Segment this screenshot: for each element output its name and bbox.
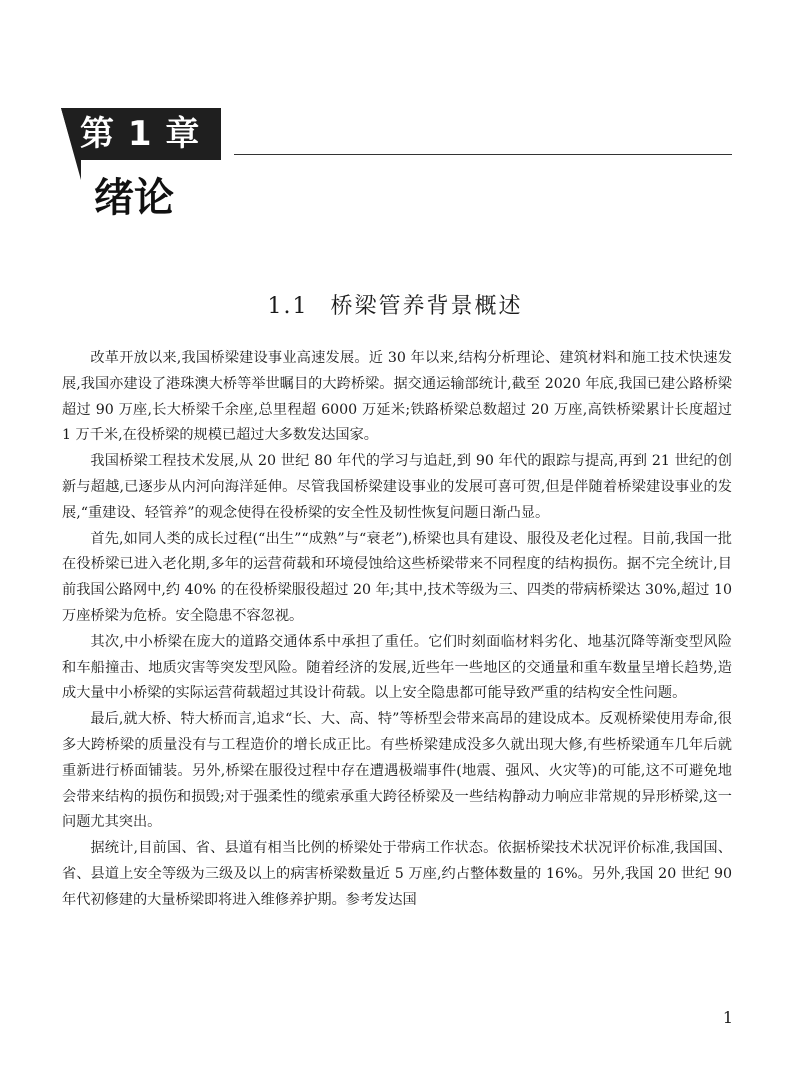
chapter-rule bbox=[234, 154, 732, 155]
paragraph: 其次,中小桥梁在庞大的道路交通体系中承担了重任。它们时刻面临材料劣化、地基沉降等渐变型风险和车船撞击、地质灾害等突发型风险。随着经济的发展,近些年一些地区的交通量和重车数量呈增长趋势,造成大量中小桥梁的实际运营荷载超过其设计荷载。以上安全隐患都可能导致严重的结构安全性问题。 bbox=[62, 633, 732, 702]
paragraph: 首先,如同人类的成长过程(“出生”“成熟”与“衰老”),桥梁也具有建设、服役及老化过程。目前,我国一批在役桥梁已进入老化期,多年的运营荷载和环境侵蚀给这些桥梁带来不同程度的结构损伤。据不完全统计,目前我国公路网中,约 40% 的在役桥梁服役超过 20 年;其中,技术等级为三、四类的带病桥梁达 30%,超过 10 万座桥梁为危桥。安全隐患不容忽视。 bbox=[62, 530, 732, 624]
paragraph: 据统计,目前国、省、县道有相当比例的桥梁处于带病工作状态。依据桥梁技术状况评价标准,我国国、省、县道上安全等级为三级及以上的病害桥梁数量近 5 万座,约占整体数量的 16%。另外,我国 20 世纪 90 年代初修建的大量桥梁即将进入维修养护期。参考发达国 bbox=[62, 840, 732, 908]
body-text bbox=[62, 346, 732, 914]
section-title: 桥梁管养背景概述 bbox=[330, 294, 523, 319]
section-number: 1.1 bbox=[267, 294, 309, 319]
paragraph: 最后,就大桥、特大桥而言,追求“长、大、高、特”等桥型会带来高昂的建设成本。反观桥梁使用寿命,很多大跨桥梁的质量没有与工程造价的增长成正比。有些桥梁建成没多久就出现大修,有些桥梁通车几年后就重新进行桥面铺装。另外,桥梁在服役过程中存在遭遇极端事件(地震、强风、火灾等)的可能,这不可避免地会带来结构的损伤和损毁;对于强柔性的缆索承重大跨径桥梁及一些结构静动力响应非常规的异形桥梁,这一问题尤其突出。 bbox=[62, 711, 732, 831]
chapter-title: 绪论 bbox=[94, 175, 174, 221]
section-heading bbox=[0, 292, 790, 322]
paragraph: 改革开放以来,我国桥梁建设事业高速发展。近 30 年以来,结构分析理论、建筑材料和施工技术快速发展,我国亦建设了港珠澳大桥等举世瞩目的大跨桥梁。据交通运输部统计,截至 2020 年底,我国已建公路桥梁超过 90 万座,长大桥梁千余座,总里程超 6000 万延米;铁路桥梁总数超过 20 万座,高铁桥梁累计长度超过 1 万千米,在役桥梁的规模已超过大多数发达国家。 bbox=[62, 350, 732, 444]
chapter-label: 第 1 章 bbox=[80, 114, 201, 154]
paragraph: 我国桥梁工程技术发展,从 20 世纪 80 年代的学习与追赶,到 90 年代的跟踪与提高,再到 21 世纪的创新与超越,已逐步从内河向海洋延伸。尽管我国桥梁建设事业的发展可喜可贺,但是伴随着桥梁建设事业的发展,“重建设、轻管养”的观念使得在役桥梁的安全性及韧性恢复问题日渐凸显。 bbox=[62, 453, 732, 521]
page-number: 1 bbox=[722, 1008, 733, 1027]
